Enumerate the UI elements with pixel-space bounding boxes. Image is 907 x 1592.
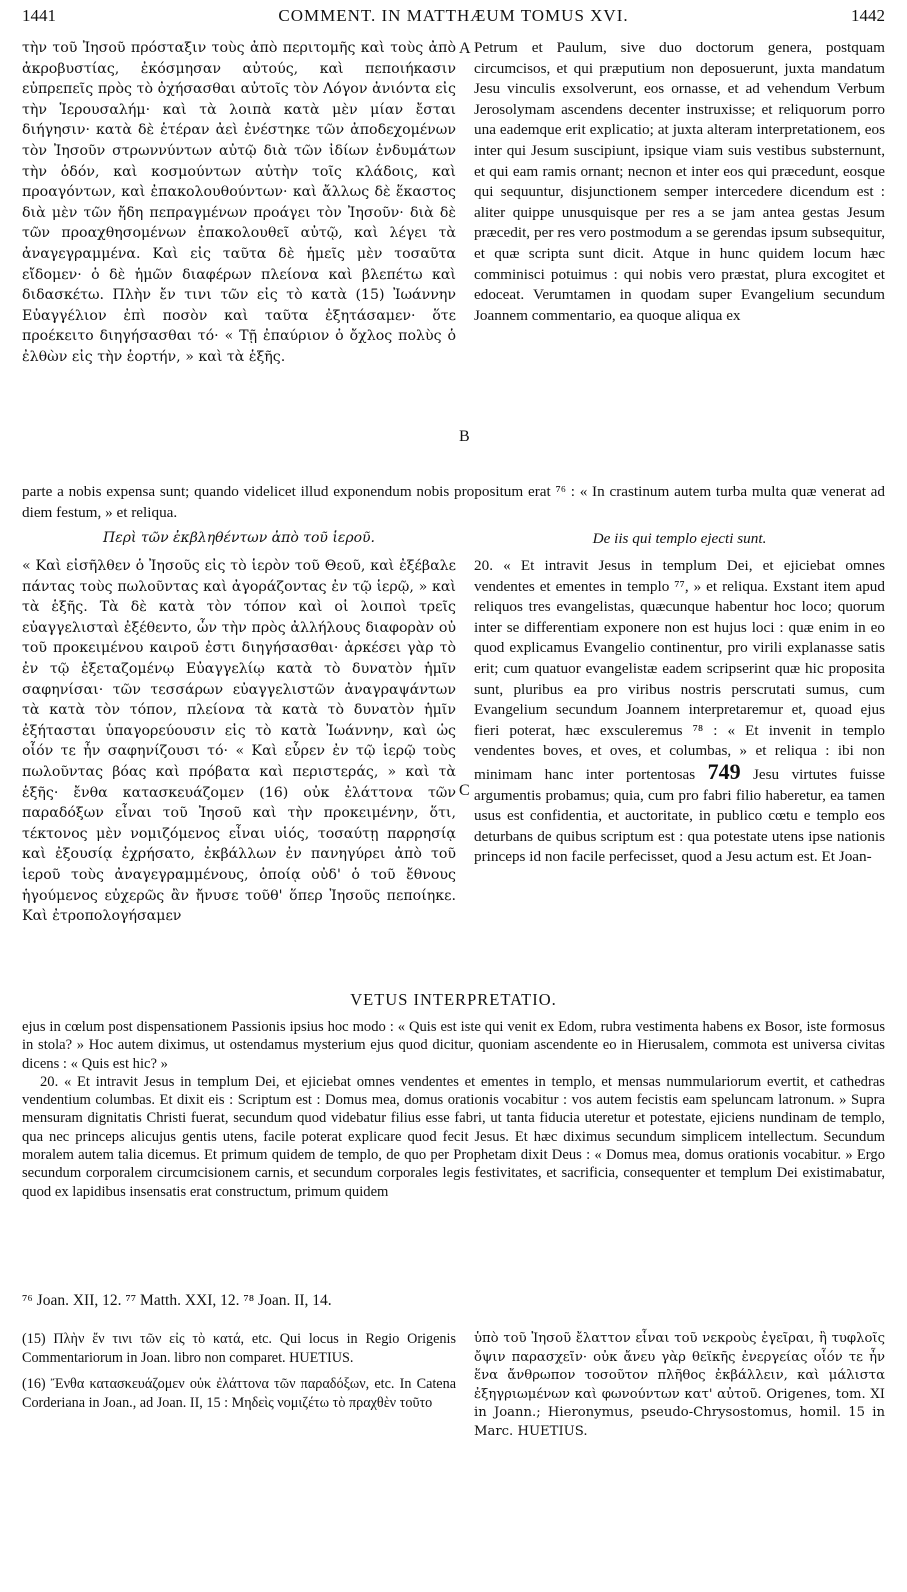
running-title: COMMENT. IN MATTHÆUM TOMUS XVI. <box>278 6 629 25</box>
footnotes-right <box>474 1330 885 1442</box>
footnotes-left <box>22 1330 456 1420</box>
vetus-interpretatio-text <box>22 1018 885 1201</box>
latin-text: Jesu virtutes fuisse argumentis probamus; quia, cum pro fabri filio haberetur, ea tamen usus est confidentia, et auctoritate, in publico cœtu e templo eos deturbans de quibus scriptum est : qua potestate utens ipse nationis princeps id non facile perfecisset, quod a Jesu actum est. Et Joan- <box>474 765 885 866</box>
footnote-15: (15) Πλὴν ἔν τινι τῶν εἰς τὸ κατά, etc. Qui locus in Regio Origenis Commentariorum in Joan. libro non comparet. HUETIUS. <box>22 1331 456 1366</box>
page-number-right: 1442 <box>851 6 885 25</box>
footnote-16-continued: ὑπὸ τοῦ Ἰησοῦ ἔλαττον εἶναι τοῦ νεκροὺς ἐγεῖραι, ἢ τυφλοῖς ὄψιν παρασχεῖν· οὐκ ἄνευ γὰρ θεϊκῆς ἐνεργείας οἷόν τε ἦν ἕνα ἄνθρωπον τοσοῦτον πλῆθος ἐκβάλλειν, καὶ μάλιστα ἐξηγριωμένων καὶ φωνούντων κατ' αὐτοῦ. Origenes, tom. XI in Joann.; Hieronymus, pseudo-Chrysostomus, homil. 15 in Marc. HUETIUS. <box>474 1331 885 1439</box>
running-header <box>22 6 885 30</box>
vetus-interpretatio-heading: VETUS INTERPRETATIO. <box>350 990 557 1009</box>
section-heading-latin: De iis qui templo ejecti sunt. <box>592 530 767 547</box>
greek-paragraph: « Καὶ εἰσῆλθεν ὁ Ἰησοῦς εἰς τὸ ἱερὸν τοῦ Θεοῦ, καὶ ἐξέβαλε πάντας τοὺς πωλοῦντας καὶ ἀγοράζοντας ἐν τῷ ἱερῷ, » καὶ τὰ ἑξῆς. Τὰ δὲ κατὰ τὸν τόπον καὶ οἱ λοιποὶ τρεῖς εὐαγγελισταὶ ἐξέθεντο, ὧν τὴν πρὸς ἀλλήλους διαφορὰν οὐ τοῦ προκειμένου καιροῦ ἐστι διηγήσασθαι· ἀρκέσει γὰρ τὸ ἐν τῷ ἐξεταζομένῳ Εὐαγγελίῳ κατὰ τὸ δυνατὸν ἡμῖν σαφηνίσαι· τῶν τεσσάρων εὐαγγελιστῶν ἀναγραψάντων τὰ κατὰ τὸν τόπον, πλείονα τὰ κατὰ τὸ δυνατὸν ἡμῖν ἐξήτασται ὑπαγορεύουσιν εἰς τὸ κατὰ Ἰωάννην, καὶ ὡς οἷόν τε ἦν σαφηνίζουσι τό· « Καὶ εὗρεν ἐν τῷ ἱερῷ τοὺς πωλοῦντας βόας καὶ πρόβατα καὶ περιστεράς, » καὶ τὰ ἑξῆς· ἔνθα κατασκευάζομεν (16) οὐκ ἐλάττονα τῶν παραδόξων εἶναι τοῦ Ἰησοῦ καὶ τὴν προκειμένην, ὅτι, τέκτονος μὲν νομιζόμενος εἶναι υἱός, τοσαύτῃ παρρησίᾳ καὶ ἐξουσίᾳ ἐχρήσατο, ἐκβάλλων ἐν πανηγύρει ἀπὸ τοῦ ἱεροῦ τοὺς ἀναγεγραμμένους, ὁποίᾳ οὐδ' ὁ τοῦ ἔθνους ἡγούμενος εὐχερῶς ἂν ἤνυσε τοῦθ' ὅπερ Ἰησοῦς πεποίηκε. Καὶ ἐτροπολογήσαμεν <box>22 558 456 925</box>
footnote-16: (16) Ἔνθα κατασκευάζομεν οὐκ ἐλάττονα τῶν παραδόξων, etc. In Catena Corderiana in Joan., ad Joan. II, 15 : Μηδεὶς νομιζέτω τὸ πραχθὲν τοῦτο <box>22 1376 456 1411</box>
margin-mark-a: A <box>459 40 471 57</box>
migne-column-number: 749 <box>707 758 741 784</box>
scripture-references: ⁷⁶ Joan. XII, 12. ⁷⁷ Matth. XXI, 12. ⁷⁸ Joan. II, 14. <box>22 1292 332 1309</box>
page-number-left: 1441 <box>22 6 56 25</box>
margin-mark-b: B <box>459 428 470 445</box>
vetus-paragraph: 20. « Et intravit Jesus in templum Dei, et ejiciebat omnes vendentes et ementes in templo, et mensas nummulariorum evertit, et cathedras vendentium columbas. Et dixit eis : Scriptum est : Domus mea, domus orationis vocabitur : vos autem fecistis eam speluncam latronum. » Supra mensuram dignitatis Christi fuerat, secundum quod videbatur filius esse fabri, ut tanta fiducia uteretur et potestate, ejiciens nundinam de templo, qua nec princeps alicujus gentis utens, facile poterat explicare quod fecit Jesus. Et hæc diximus secundum simplicem intellectum. Secundum moralem autem talia dicemus. Et primum quidem de templo, de quo per Prophetam dixit Deus : « Domus mea, domus orationis vocabitur. » Ergo secundum corporalem circumcisionem carnis, et secundum corporales legis festivitates, et sacrificia, consequenter et templum Dei existimabatur, quod ex lapidibus insensatis erat constructum, primum quidem <box>22 1073 885 1200</box>
vetus-paragraph: ejus in cœlum post dispensationem Passionis ipsius hoc modo : « Quis est iste qui venit ex Edom, rubra vestimenta habens ex Bosor, iste formosus in stola? » Hoc autem diximus, ut ostendamus mysterium ejus quod dicitur, quoniam ascendente eo in Hierusalem, commota est universa civitas dicens : « Quis est hic? » <box>22 1019 885 1072</box>
latin-paragraph <box>474 556 885 868</box>
latin-column-mid <box>474 556 885 868</box>
latin-column-top <box>474 38 885 326</box>
latin-continuation: parte a nobis expensa sunt; quando videlicet illud exponendum nobis propositum erat ⁷⁶ : « In crastinum autem turba multa quæ venerat ad diem festum, » et reliqua. <box>22 483 885 521</box>
margin-mark-c: C <box>459 782 470 799</box>
greek-paragraph: τὴν τοῦ Ἰησοῦ πρόσταξιν τοὺς ἀπὸ περιτομῆς καὶ τοὺς ἀπὸ ἀκροβυστίας, ἐκόσμησαν αὐτούς, καὶ πεποιήκασιν εὐπρεπεῖς πρὸς τὸ ὀχήσασθαι αὐτοῖς τὸν Λόγον ἀνιόντα εἰς τὴν Ἱερουσαλήμ· καὶ τὰ λοιπὰ κατὰ μὲν μίαν ἔσται διήγησιν· κατὰ δὲ ἑτέραν ἀεὶ ἐνέστηκε τῶν ἀποδεχομένων τὸν Ἰησοῦν στρωννύντων αὐτῷ διὰ τῶν ἰδίων ἐνδυμάτων τὴν ὁδόν, καὶ κοσμούντων αὐτὴν τοῖς κλάδοις, καὶ προαγόντων, καὶ ἐπακολουθούντων· καὶ ἄλλως δὲ ἕκαστος διὰ μὲν τῶν ἤδη πεπραγμένων προάγει τὸν Ἰησοῦν· διὰ δὲ τῶν προαχθησομένων ἐπακολουθεῖ αὐτῷ, καὶ λέγει τὰ ἀναγεγραμμένα. Καὶ εἰς ταῦτα δὲ ἡμεῖς μὲν τοσαῦτα εἴδομεν· ὁ δὲ ἡμῶν διαφέρων πλείονα καὶ βλεπέτω καὶ διδασκέτω. Πλὴν ἔν τινι τῶν εἰς τὸ κατὰ (15) Ἰωάννην Εὐαγγέλιον ἐπὶ ποσὸν καὶ ταῦτα ἐξητάσαμεν· ὅτε προέκειτο διηγήσασθαι τό· « Τῇ ἐπαύριον ὁ ὄχλος πολὺς ὁ ἐλθὼν εἰς τὴν ἑορτήν, » καὶ τὰ ἑξῆς. <box>22 40 456 365</box>
greek-column-top <box>22 38 456 368</box>
section-heading-greek: Περὶ τῶν ἐκβληθέντων ἀπὸ τοῦ ἱεροῦ. <box>103 530 375 546</box>
latin-paragraph: Petrum et Paulum, sive duo doctorum genera, postquam circumcisos, et qui præputium non deposuerunt, juxta mandatum Jesu vinculis exsolverunt, eos ornasse, et ad vehendum Verbum Jerosolymam ascendens decenter instruxisse; et reliquorum porro una eademque erit explicatio; at juxta alteram interpretationem, eos inter qui Jesum suscipiunt, ipsique viam suis vestibus substernunt, et qui eam ramis ornant; necnon et inter eos qui præcedunt, eosque qui sequuntur, disjunctionem semper intercedere dicendum est : aliter quippe unusquisque per res a se jam antea gestas Jesum præcedit, per res vero postmodum a se gerendas ipsum subsequitur, et quæ scripta sunt dicit. Atque in hunc quidem locum hæc comminisci potuimus : qui nobis vero præstat, plura excogitet et edoceat. Verumtamen in quodam super Evangelium secundum Joannem commentario, ea quoque aliqua ex <box>474 39 885 324</box>
latin-text: 20. « Et intravit Jesus in templum Dei, et ejiciebat omnes vendentes et ementes in templo ⁷⁷, » et reliqua. Exstant item apud reliquos tres evangelistas, quæcunque habentur hoc loco; quorum inter se differentiam exponere non est hujus loci : quæ enim in eo quod explicamus Evangelio continentur, pro virili explanasse satis erit; cum quatuor evangelistæ eadem scripserint quæ hic proposita sunt, pluribus ea pro viribus nostris perscrutati sumus, cum Evangelium secundum Joannem interpretaremur et, quoad ejus fieri poterat, hæc exsculeremus ⁷⁸ : « Et invenit in templo vendentes boves, et oves, et columbas, » et reliqua : ibi non minimam hanc inter portentosas <box>474 557 885 783</box>
greek-column-mid <box>22 556 456 927</box>
full-width-line <box>22 482 885 523</box>
